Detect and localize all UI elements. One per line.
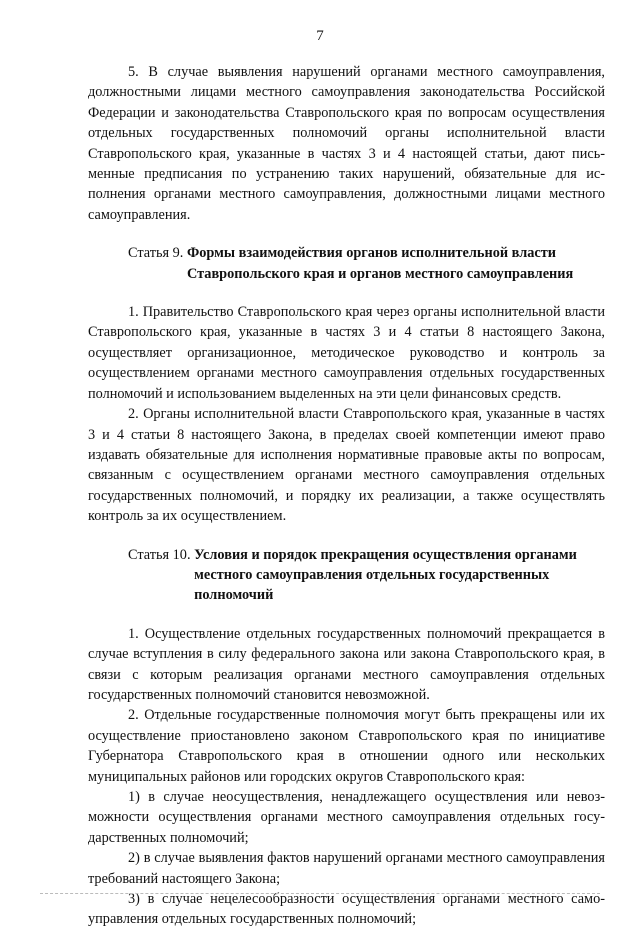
article9-label: Статья 9. [128,245,187,262]
article9-paragraph-2: 2. Органы исполнительной власти Ставропольского края, указанные в частях 3 и 4 статьи 8 настоящего Закона, в пределах своей компетенции имеют право издавать обязательные для исполнения нормативные правовые акты по вопросам, связанным с осуществлением органами местного самоуправления отдельных государственных полномочий, и порядку их реализации, а также осуществлять контроль за их осуществлением. [88,406,605,525]
article8-part5-paragraph: 5. В случае выявления нарушений органами местного самоуправления, должностными лицами местного самоуправления законодательства Российской Федерации и законодательства Ставропольского края по вопросам осуществления отдельных государственных полномочий органы исполнительной власти Ставропольского края, указанные в частях 3 и 4 настоящей статьи, дают письменные предписания по устранению таких нарушений, обязательные для исполнения органами местного самоуправления, должностными лицами местного самоуправления. [88,64,605,223]
article10-heading [88,545,605,606]
article10-item-2: 2) в случае выявления фактов нарушений органами местного самоуправления требований настоящего Закона; [88,850,605,887]
article10-title: Условия и порядок прекращения осуществления органами местного самоуправления отдельных государственных полномочий [194,546,577,604]
document-body [88,62,605,930]
article10-label: Статья 10. [128,546,195,563]
article9-title: Формы взаимодействия органов исполнительной власти Ставропольского края и органов местного самоуправления [186,245,574,282]
article10-paragraph-2: 2. Отдельные государственные полномочия могут быть прекращены или их осуществление приостановлено законом Ставропольского края по инициативе Губернатора Ставропольского края в отношении одного или нескольких муниципальных районов или городских округов Ставропольского края: [88,707,605,785]
article10-item-3: 3) в случае нецелесообразности осуществления органами местного самоуправления отдельных государственных полномочий; [88,891,605,928]
article10-paragraph-1: 1. Осуществление отдельных государственных полномочий прекращается в случае вступления в силу федерального закона или закона Ставропольского края, в связи с которым реализация органами местного самоуправления отдельных государственных полномочий становится невозможной. [88,625,605,703]
article9-paragraph-1: 1. Правительство Ставропольского края через органы исполнительной власти Ставропольского края, указанные в частях 3 и 4 статьи 8 настоящего Закона, осуществляет организационное, методическое руководство и контроль за осуществлением органами местного самоуправления отдельных государственных полномочий и использованием выделенных на эти цели финансовых средств. [88,304,605,402]
article10-item-1: 1) в случае неосуществления, ненадлежащего осуществления или невозможности осуществления органами местного самоуправления отдельных государственных полномочий; [88,789,605,846]
article9-heading [88,243,605,284]
page-number: 7 [316,28,324,44]
page-bottom-divider [40,893,600,895]
